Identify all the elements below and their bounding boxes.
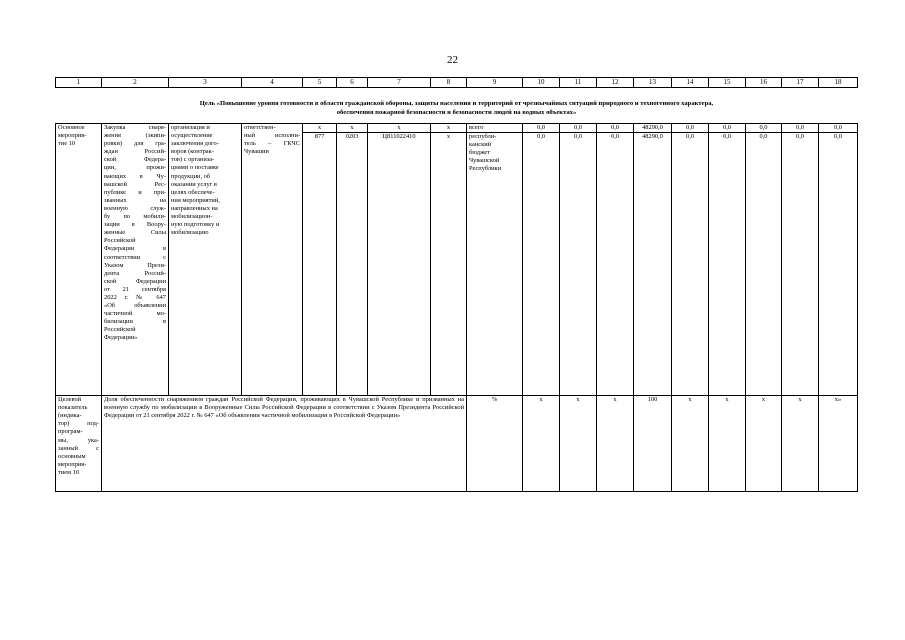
col-number: 14 <box>672 78 709 88</box>
amount-cell: 0,0 <box>523 133 560 396</box>
indicator-value-cell: х <box>782 396 819 492</box>
activity-tasks: организация и осуществление заключения дого- воров (контрак- тов) с организа- циями о поставке продукции, об оказании услуг в целях обеспече- ния мероприятий, направленных на мобилизацион- ную подготовку и мобилизацию <box>169 124 242 396</box>
indicator-value-cell: х <box>560 396 597 492</box>
indicator-value-cell: х <box>746 396 782 492</box>
activity-label: Основное мероприя- тие 10 <box>56 124 102 396</box>
amount-cell: 0,0 <box>523 124 560 133</box>
amount-cell: 0,0 <box>782 133 819 396</box>
amount-cell: 0,0 <box>672 133 709 396</box>
indicator-value-cell: х <box>523 396 560 492</box>
grbs-cell: 877 <box>303 133 337 396</box>
col-number: 5 <box>303 78 337 88</box>
col-number: 8 <box>431 78 467 88</box>
amount-cell: 0,0 <box>560 124 597 133</box>
col-number: 13 <box>634 78 672 88</box>
goal-line: Цель «Повышение уровня готовности в области гражданской обороны, защиты населения и территорий от чрезвычайных ситуаций природного и техногенного характера, <box>199 100 714 107</box>
program-table <box>55 77 858 492</box>
col-number: 6 <box>337 78 368 88</box>
col-number: 2 <box>102 78 169 88</box>
amount-cell: 48290,0 <box>634 124 672 133</box>
amount-cell: 0,0 <box>597 133 634 396</box>
amount-cell: 0,0 <box>560 133 597 396</box>
col-number: 4 <box>242 78 303 88</box>
col-number: 1 <box>56 78 102 88</box>
csr-cell: Ц811022410 <box>368 133 431 396</box>
col-number: 15 <box>709 78 746 88</box>
col-number: 9 <box>467 78 523 88</box>
goal-title <box>56 88 858 124</box>
funding-source-cell: республи- канский бюджет Чувашской Республики <box>467 133 523 396</box>
indicator-unit: % <box>467 396 523 492</box>
activity-total-row <box>56 124 858 133</box>
amount-cell: 0,0 <box>819 124 858 133</box>
activity-name: Закупка снаря- жения (экипи- ровки) для гра- ждан Россий- ской Федера- ции, прожи- вающих в Чу- вашской Рес- публике и при- званных на военную служ- бу по мобили- зации в Воору- женные Силы Российской Федерации в соответствии с Указом Прези- дента Россий- ской Федерации от 21 сентября 2022 г. № 647 «Об объявлении частичной мо- билизации в Российской Федерации» <box>102 124 169 396</box>
indicator-value-cell: х <box>709 396 746 492</box>
goal-row <box>56 88 858 124</box>
indicator-value-cell: х <box>672 396 709 492</box>
col-number: 18 <box>819 78 858 88</box>
indicator-description: Доля обеспеченности снаряжением граждан Российской Федерации, проживающих в Чувашской Республике и призванных на военную службу по мобилизации в Вооруженные Силы Российской Федерации в соответствии с Указом Президента Российской Федерации от 21 сентября 2022 г. № 647 «Об объявлении частичной мобилизации в Российской Федерации» <box>102 396 467 492</box>
amount-cell: 0,0 <box>746 133 782 396</box>
col-number: 7 <box>368 78 431 88</box>
col-number: 3 <box>169 78 242 88</box>
vr-cell: х <box>431 133 467 396</box>
amount-cell: 0,0 <box>746 124 782 133</box>
indicator-label: Целевой показатель (индика- тор) под- програм- мы, ука- занный с основным мероприя- тием 10 <box>56 396 102 492</box>
amount-cell: 0,0 <box>782 124 819 133</box>
page-number: 22 <box>447 54 458 66</box>
funding-source-cell: всего <box>467 124 523 133</box>
amount-cell: 0,0 <box>672 124 709 133</box>
goal-line: обеспечения пожарной безопасности и безопасности людей на водных объектах» <box>336 109 577 116</box>
col-number: 12 <box>597 78 634 88</box>
col-number: 11 <box>560 78 597 88</box>
rz-pr-cell: 0203 <box>337 133 368 396</box>
col-number: 17 <box>782 78 819 88</box>
activity-executor: ответствен- ный исполни- тель – ГКЧС Чувашии <box>242 124 303 396</box>
col-number: 10 <box>523 78 560 88</box>
column-number-row <box>56 78 858 88</box>
csr-cell: х <box>368 124 431 133</box>
amount-cell: 0,0 <box>597 124 634 133</box>
indicator-value-cell: х» <box>819 396 858 492</box>
indicator-value-cell: х <box>597 396 634 492</box>
vr-cell: х <box>431 124 467 133</box>
indicator-value-cell: 100 <box>634 396 672 492</box>
rz-pr-cell: х <box>337 124 368 133</box>
amount-cell: 0,0 <box>709 124 746 133</box>
amount-cell: 48290,0 <box>634 133 672 396</box>
grbs-cell: х <box>303 124 337 133</box>
amount-cell: 0,0 <box>819 133 858 396</box>
col-number: 16 <box>746 78 782 88</box>
indicator-row <box>56 396 858 492</box>
amount-cell: 0,0 <box>709 133 746 396</box>
